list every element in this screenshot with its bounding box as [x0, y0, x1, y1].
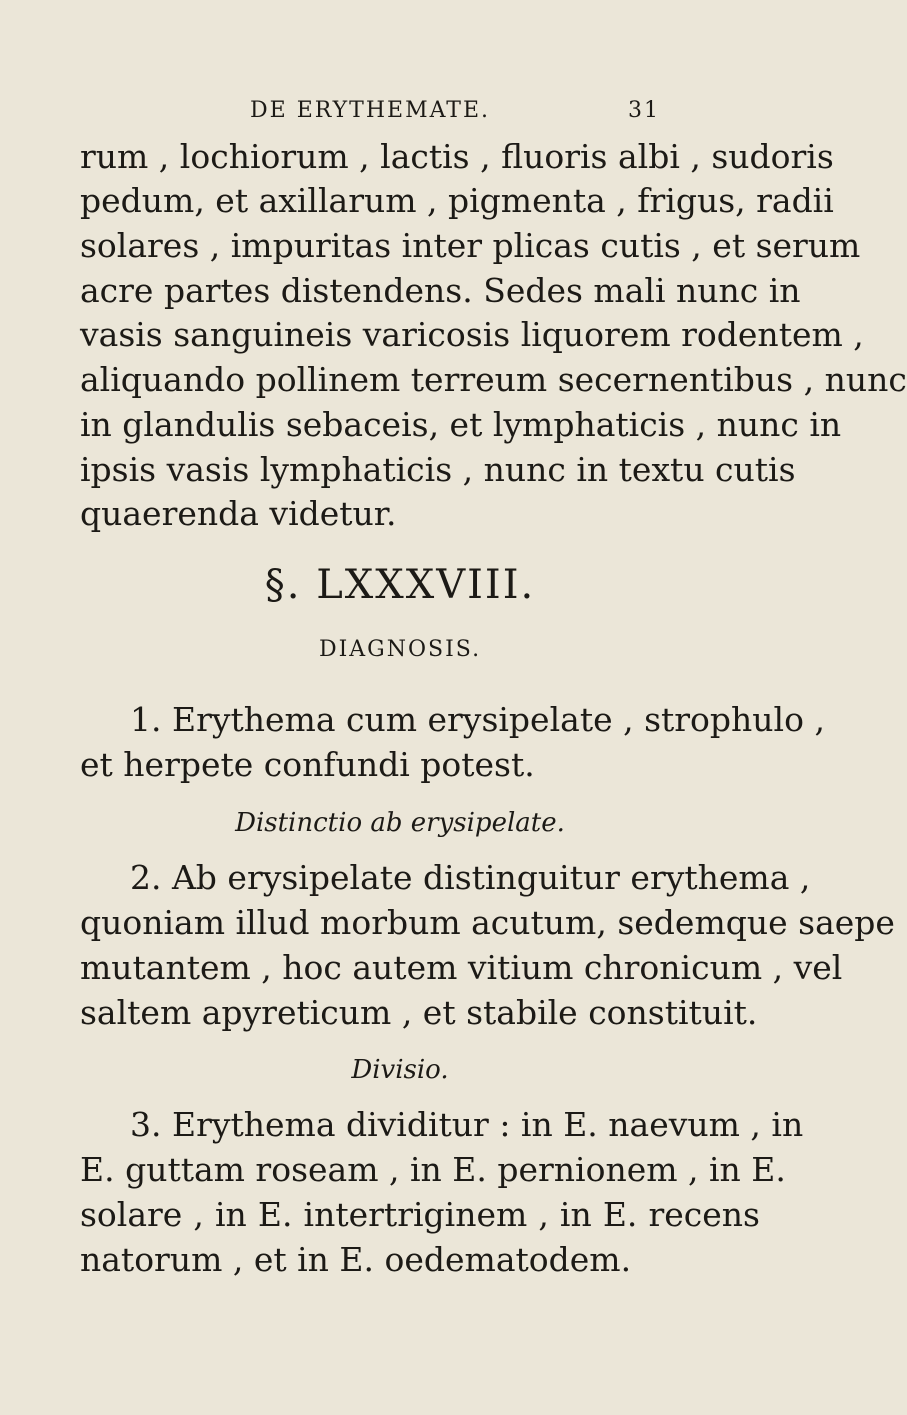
- text-line: saltem apyreticum , et stabile constituit.: [80, 993, 758, 1032]
- text-line: acre partes distendens. Sedes mali nunc in: [80, 271, 801, 310]
- subheading-divisio: Divisio.: [351, 1055, 449, 1085]
- text-line: quoniam illud morbum acutum, sedemque saepe: [80, 903, 895, 942]
- text-line: ipsis vasis lymphaticis , nunc in textu cutis: [80, 450, 796, 489]
- subheading-diagnosis: DIAGNOSIS.: [318, 637, 482, 662]
- text-line: solare , in E. intertriginem , in E. recens: [80, 1195, 760, 1234]
- text-line: vasis sanguineis varicosis liquorem rodentem ,: [80, 315, 864, 354]
- running-title: DE ERYTHEMATE.: [250, 98, 491, 123]
- text-line: quaerenda videtur.: [80, 494, 397, 533]
- text-line: E. guttam roseam , in E. pernionem , in E.: [80, 1150, 786, 1189]
- section-title: §. LXXXVIII.: [264, 562, 536, 608]
- text-line: aliquando pollinem terreum secernentibus , nunc: [80, 360, 907, 399]
- page-number: 31: [628, 98, 660, 123]
- text-line: pedum, et axillarum , pigmenta , frigus, radii: [80, 181, 834, 220]
- text-line: rum , lochiorum , lactis , fluoris albi , sudoris: [80, 137, 834, 176]
- text-line: natorum , et in E. oedematodem.: [80, 1240, 632, 1279]
- text-line: solares , impuritas inter plicas cutis , et serum: [80, 226, 861, 265]
- text-line: in glandulis sebaceis, et lymphaticis , nunc in: [80, 405, 842, 444]
- subheading-distinctio: Distinctio ab erysipelate.: [235, 808, 565, 838]
- text-line: 3. Erythema dividitur : in E. naevum , in: [130, 1105, 804, 1144]
- text-line: mutantem , hoc autem vitium chronicum , vel: [80, 948, 843, 987]
- text-line: et herpete confundi potest.: [80, 745, 535, 784]
- text-line: 2. Ab erysipelate distinguitur erythema ,: [130, 858, 811, 897]
- text-line: 1. Erythema cum erysipelate , strophulo ,: [130, 700, 825, 739]
